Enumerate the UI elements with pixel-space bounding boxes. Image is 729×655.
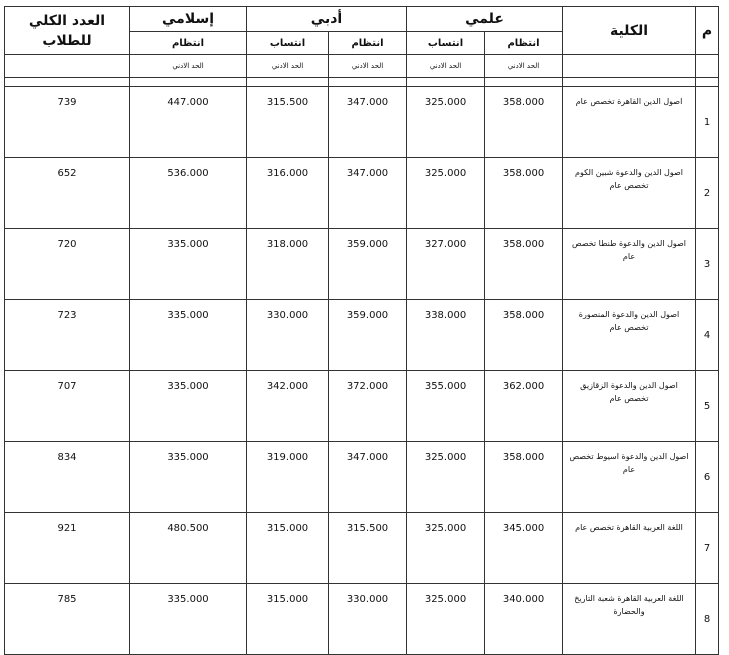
isl-regular-score: 335.000: [130, 442, 247, 513]
total-header-line1: العدد الكلي: [28, 12, 106, 29]
lit-regular-score: 359.000: [329, 300, 407, 371]
total-students-header: [5, 7, 130, 55]
total-students: 785: [5, 584, 130, 655]
row-index: 8: [696, 584, 719, 655]
sci-affiliation-score: 327.000: [407, 229, 485, 300]
isl-regular-score: 335.000: [130, 300, 247, 371]
total-students: 739: [5, 87, 130, 158]
sci-affiliation-score: 325.000: [407, 513, 485, 584]
sci-regular-score: 358.000: [485, 87, 563, 158]
lit-affiliation-score: 316.000: [247, 158, 329, 229]
sci-regular-score: 340.000: [485, 584, 563, 655]
lit-regular-header: انتظام: [329, 32, 407, 55]
sci-affiliation-min-label: الحد الادني: [407, 55, 485, 78]
table-row: [5, 513, 719, 584]
total-students: 921: [5, 513, 130, 584]
sci-regular-score: 358.000: [485, 300, 563, 371]
isl-regular-min-label: الحد الادني: [130, 55, 247, 78]
lit-regular-min-label: الحد الادني: [329, 55, 407, 78]
table-row: [5, 300, 719, 371]
sci-regular-header: انتظام: [485, 32, 563, 55]
college-name: اصول الدين والدعوة شبين الكوم تخصص عام: [563, 158, 696, 229]
lit-regular-score: 330.000: [329, 584, 407, 655]
admission-scores-table: [4, 6, 719, 655]
lit-regular-score: 347.000: [329, 158, 407, 229]
college-name: اصول الدين القاهرة تخصص عام: [563, 87, 696, 158]
total-empty-cell: [5, 55, 130, 78]
lit-regular-score: 359.000: [329, 229, 407, 300]
college-name: اصول الدين والدعوة المنصورة تخصص عام: [563, 300, 696, 371]
sci-regular-score: 358.000: [485, 229, 563, 300]
lit-affiliation-score: 330.000: [247, 300, 329, 371]
row-index: 5: [696, 371, 719, 442]
isl-regular-header: انتظام: [130, 32, 247, 55]
row-index: 6: [696, 442, 719, 513]
row-index: 7: [696, 513, 719, 584]
college-name: اصول الدين والدعوة طنطا تخصص عام: [563, 229, 696, 300]
college-name: اصول الدين والدعوة اسيوط تخصص عام: [563, 442, 696, 513]
sci-regular-score: 358.000: [485, 442, 563, 513]
sci-regular-min-label: الحد الادني: [485, 55, 563, 78]
table-row: [5, 87, 719, 158]
lit-regular-score: 315.500: [329, 513, 407, 584]
lit-affiliation-score: 315.500: [247, 87, 329, 158]
total-header-line2: للطلاب: [42, 32, 92, 49]
isl-regular-score: 447.000: [130, 87, 247, 158]
lit-regular-score: 347.000: [329, 442, 407, 513]
lit-affiliation-score: 315.000: [247, 513, 329, 584]
sci-affiliation-score: 338.000: [407, 300, 485, 371]
isl-regular-score: 536.000: [130, 158, 247, 229]
sci-regular-score: 362.000: [485, 371, 563, 442]
table-row: [5, 371, 719, 442]
row-index: 3: [696, 229, 719, 300]
table-row: [5, 158, 719, 229]
row-index: 2: [696, 158, 719, 229]
row-index: 1: [696, 87, 719, 158]
lit-regular-score: 347.000: [329, 87, 407, 158]
index-header: م: [696, 7, 719, 55]
total-students: 720: [5, 229, 130, 300]
lit-affiliation-score: 342.000: [247, 371, 329, 442]
scientific-header: علمي: [407, 7, 563, 32]
table-row: [5, 229, 719, 300]
total-students: 834: [5, 442, 130, 513]
index-empty-cell: [696, 55, 719, 78]
total-students: 652: [5, 158, 130, 229]
sci-affiliation-score: 355.000: [407, 371, 485, 442]
college-name: اصول الدين والدعوة الزقازيق تخصص عام: [563, 371, 696, 442]
literary-header: أدبي: [247, 7, 407, 32]
sci-affiliation-header: انتساب: [407, 32, 485, 55]
lit-affiliation-score: 319.000: [247, 442, 329, 513]
sci-regular-score: 345.000: [485, 513, 563, 584]
college-header: الكلية: [563, 7, 696, 55]
sci-affiliation-score: 325.000: [407, 442, 485, 513]
total-students: 723: [5, 300, 130, 371]
college-name: اللغة العربية القاهرة شعبة التاريخ والحضارة: [563, 584, 696, 655]
lit-regular-score: 372.000: [329, 371, 407, 442]
table-row: [5, 584, 719, 655]
sci-affiliation-score: 325.000: [407, 584, 485, 655]
total-students: 707: [5, 371, 130, 442]
isl-regular-score: 335.000: [130, 229, 247, 300]
isl-regular-score: 335.000: [130, 584, 247, 655]
lit-affiliation-score: 318.000: [247, 229, 329, 300]
lit-affiliation-header: انتساب: [247, 32, 329, 55]
college-name: اللغة العربية القاهرة تخصص عام: [563, 513, 696, 584]
sci-affiliation-score: 325.000: [407, 158, 485, 229]
isl-regular-score: 335.000: [130, 371, 247, 442]
row-index: 4: [696, 300, 719, 371]
admission-scores-sheet: [4, 6, 718, 625]
college-empty-cell: [563, 55, 696, 78]
lit-affiliation-min-label: الحد الادني: [247, 55, 329, 78]
sci-regular-score: 358.000: [485, 158, 563, 229]
table-row: [5, 442, 719, 513]
lit-affiliation-score: 315.000: [247, 584, 329, 655]
islamic-header: إسلامي: [130, 7, 247, 32]
sci-affiliation-score: 325.000: [407, 87, 485, 158]
isl-regular-score: 480.500: [130, 513, 247, 584]
